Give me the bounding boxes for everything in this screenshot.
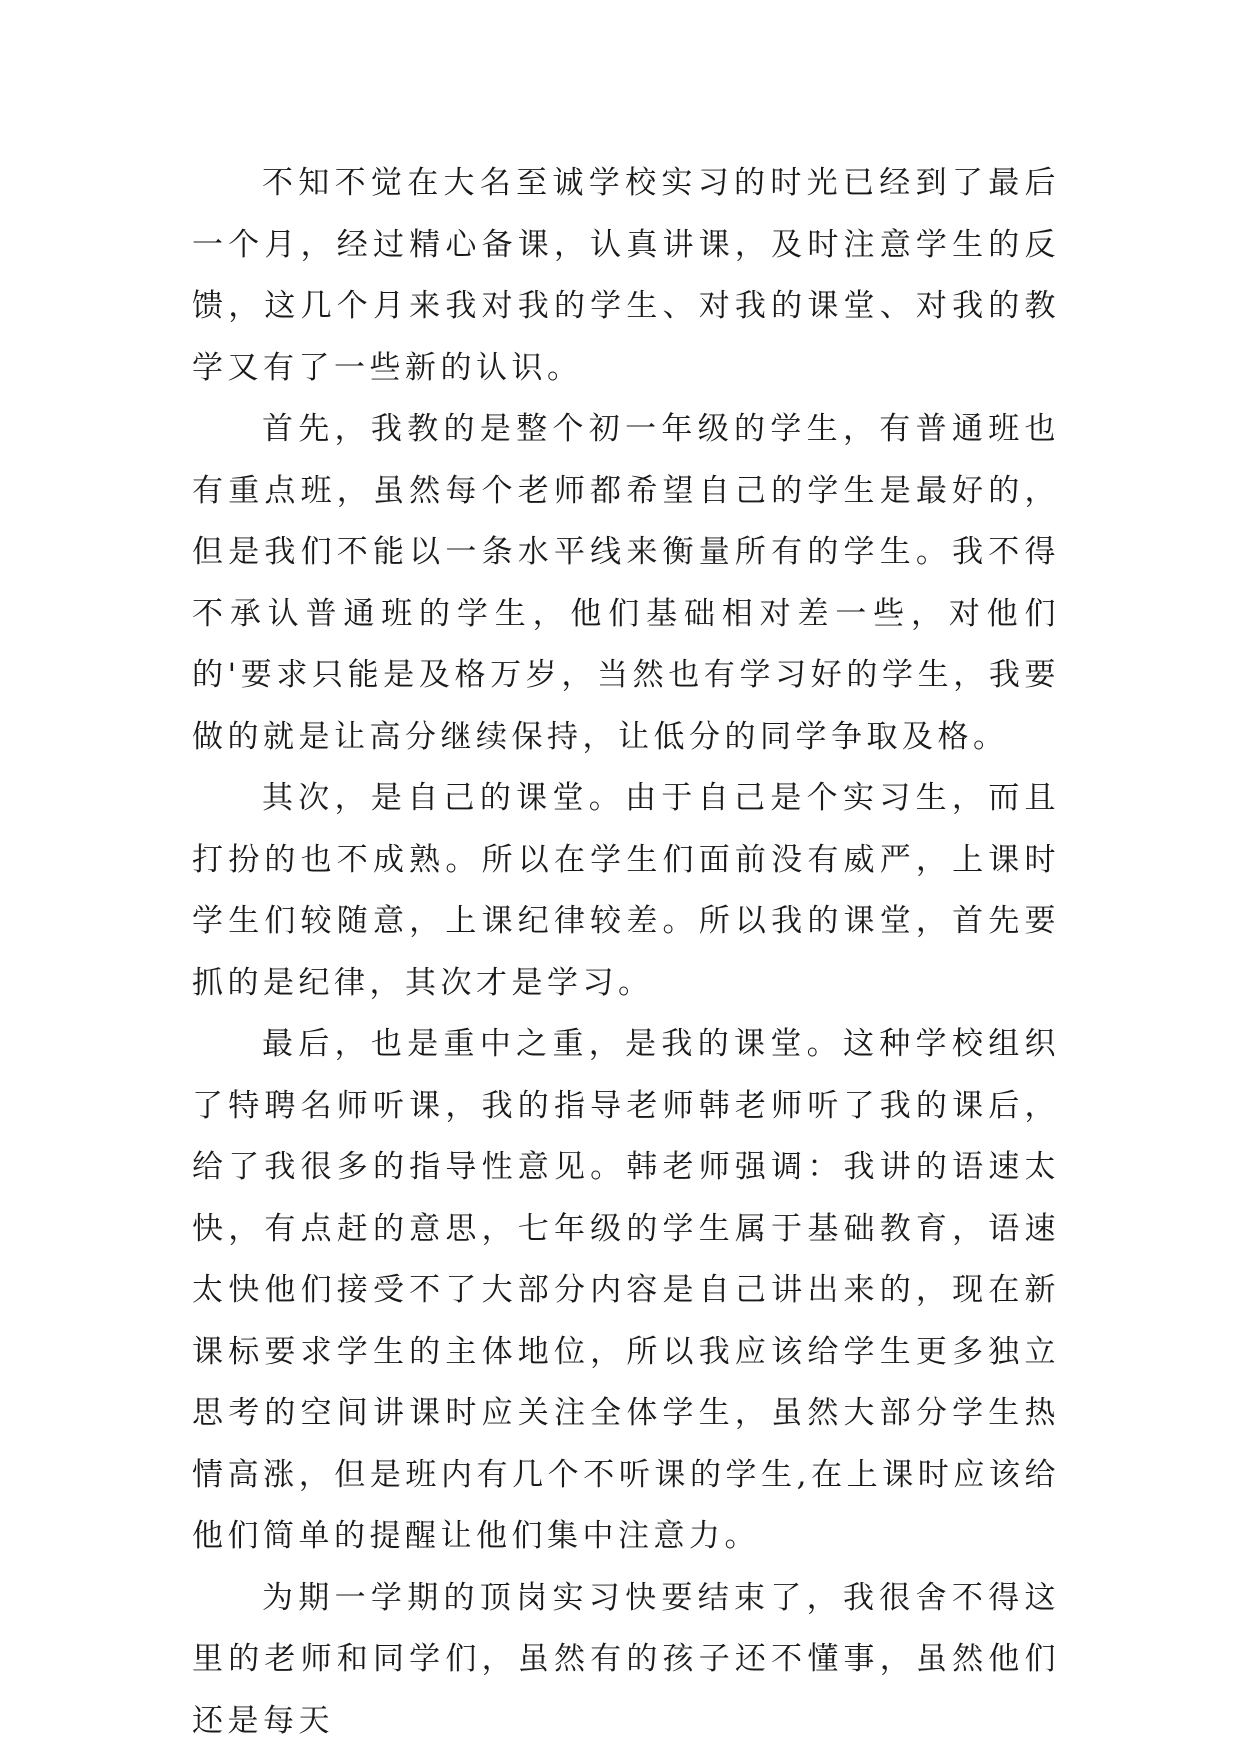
paragraph-4: 最后，也是重中之重，是我的课堂。这种学校组织了特聘名师听课，我的指导老师韩老师听了我的课后，给了我很多的指导性意见。韩老师强调：我讲的语速太快，有点赶的意思，七年级的学生属于基础教育，语速太快他们接受不了大部分内容是自己讲出来的，现在新课标要求学生的主体地位，所以我应该给学生更多独立思考的空间讲课时应关注全体学生，虽然大部分学生热情高涨，但是班内有几个不听课的学生,在上课时应该给他们简单的提醒让他们集中注意力。 <box>192 1026 1060 1554</box>
paragraph-1: 不知不觉在大名至诚学校实习的时光已经到了最后一个月，经过精心备课，认真讲课，及时注意学生的反馈，这几个月来我对我的学生、对我的课堂、对我的教学又有了一些新的认识。 <box>192 165 1060 386</box>
paragraph-3: 其次，是自己的课堂。由于自己是个实习生，而且打扮的也不成熟。所以在学生们面前没有威严，上课时学生们较随意，上课纪律较差。所以我的课堂，首先要抓的是纪律，其次才是学习。 <box>192 780 1060 1001</box>
document-body <box>192 153 1060 1752</box>
paragraph-5: 为期一学期的顶岗实习快要结束了，我很舍不得这里的老师和同学们，虽然有的孩子还不懂事，虽然他们还是每天 <box>192 1579 1060 1739</box>
paragraph-2: 首先，我教的是整个初一年级的学生，有普通班也有重点班，虽然每个老师都希望自己的学生是最好的，但是我们不能以一条水平线来衡量所有的学生。我不得不承认普通班的学生，他们基础相对差一些，对他们的'要求只能是及格万岁，当然也有学习好的学生，我要做的就是让高分继续保持，让低分的同学争取及格。 <box>192 411 1060 755</box>
